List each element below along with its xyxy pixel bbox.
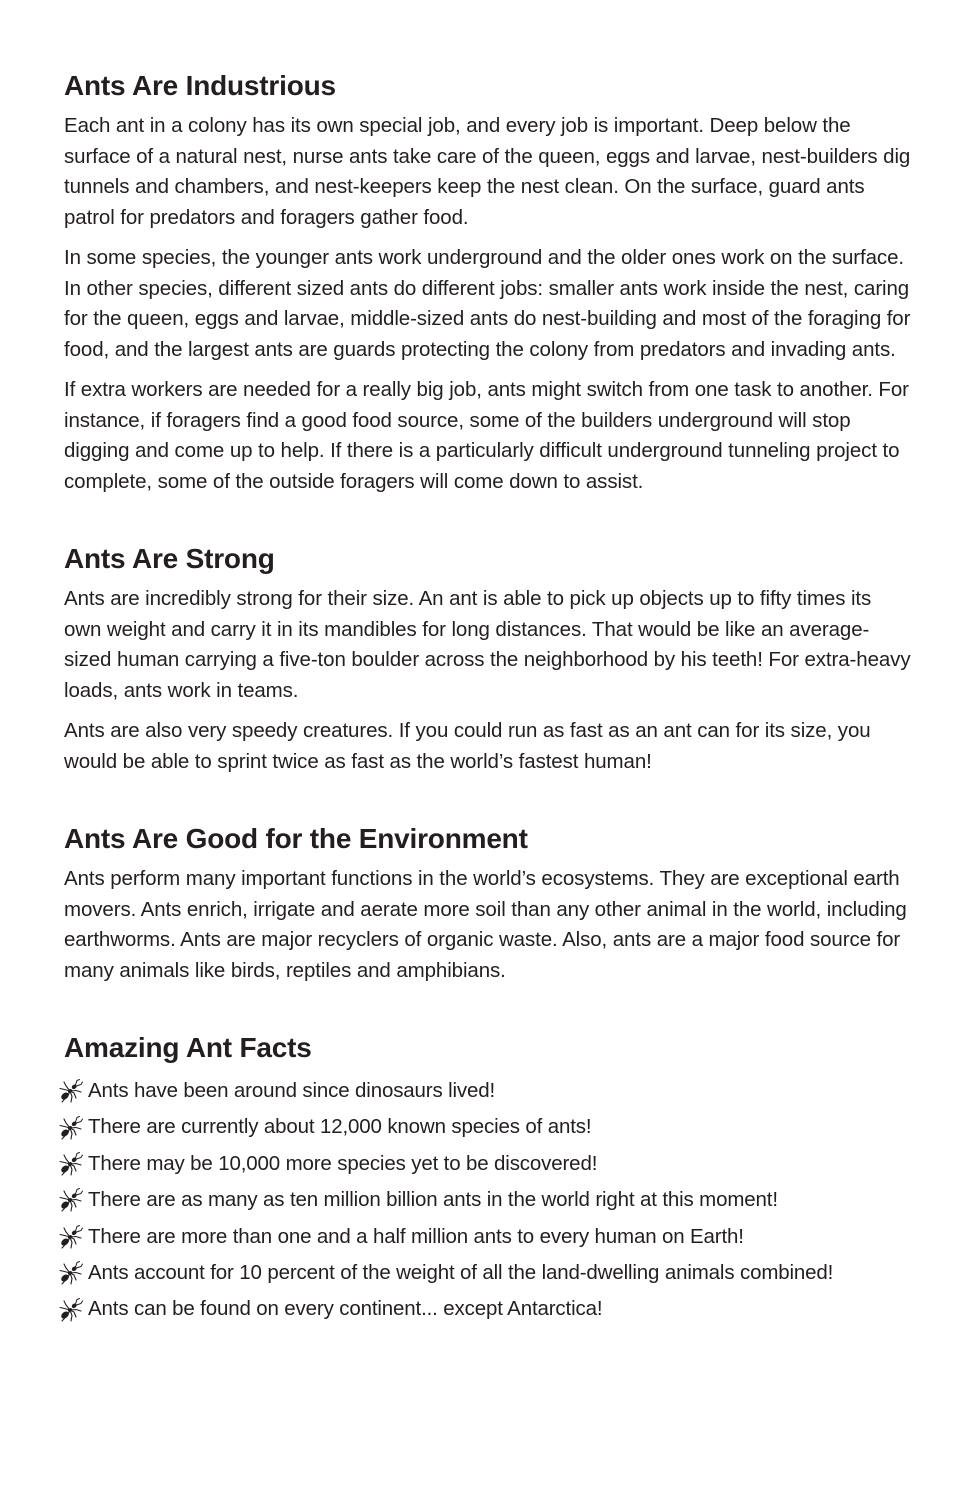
section-paragraph: Ants are also very speedy creatures. If you could run as fast as an ant can for its size, you would be able to sprint twice as fast as the world’s fastest human! <box>64 719 871 773</box>
ant-icon <box>56 1115 84 1141</box>
fact-text: Ants can be found on every continent... except Antarctica! <box>88 1297 603 1321</box>
section-paragraph: In some species, the younger ants work underground and the older ones work on the surface. In other species, different sized ants do different jobs: smaller ants work inside the nest, caring for the queen, eggs and larvae, middle-sized ants do nest-building and most of the foraging for food, and the largest ants are guards protecting the colony from predators and invading ants. <box>64 246 911 361</box>
section-paragraph: Ants perform many important functions in the world’s ecosystems. They are exceptional earth movers. Ants enrich, irrigate and aerate more soil than any other animal in the world, including earthworms. Ants are major recyclers of organic waste. Also, ants are a major food source for many animals like birds, reptiles and amphibians. <box>64 867 907 982</box>
section-paragraph: Ants are incredibly strong for their size. An ant is able to pick up objects up to fifty times its own weight and carry it in its mandibles for long distances. That would be like an average-sized human carrying a five-ton boulder across the neighborhood by his teeth! For extra-heavy loads, ants work in teams. <box>64 587 911 702</box>
ant-icon <box>56 1297 84 1323</box>
section-environment <box>64 823 914 986</box>
section-heading: Amazing Ant Facts <box>64 1032 312 1063</box>
fact-text: There are as many as ten million billion ants in the world right at this moment! <box>88 1188 778 1212</box>
fact-text: There are more than one and a half million ants to every human on Earth! <box>88 1224 744 1248</box>
section-heading: Ants Are Industrious <box>64 70 336 101</box>
fact-text: There may be 10,000 more species yet to be discovered! <box>88 1151 598 1175</box>
fact-list-item <box>56 1109 914 1145</box>
section-industrious <box>64 70 914 497</box>
fact-list-item <box>56 1255 914 1291</box>
ant-icon <box>56 1078 84 1104</box>
fact-text: Ants have been around since dinosaurs lived! <box>88 1079 496 1102</box>
ant-icon <box>56 1224 84 1250</box>
section-heading: Ants Are Good for the Environment <box>64 823 528 854</box>
fact-list-item <box>56 1073 914 1109</box>
fact-list-item <box>56 1291 914 1327</box>
ant-icon <box>56 1151 84 1177</box>
fact-list-item <box>56 1146 914 1182</box>
fact-text: There are currently about 12,000 known species of ants! <box>88 1115 592 1139</box>
section-paragraph: Each ant in a colony has its own special job, and every job is important. Deep below the surface of a natural nest, nurse ants take care of the queen, eggs and larvae, nest-builders dig tunnels and chambers, and nest-keepers keep the nest clean. On the surface, guard ants patrol for predators and foragers gather food. <box>64 114 911 229</box>
ant-icon <box>56 1260 84 1286</box>
fact-list-item <box>56 1219 914 1255</box>
facts-list <box>56 1073 914 1328</box>
fact-text: Ants account for 10 percent of the weight of all the land-dwelling animals combined! <box>88 1261 834 1285</box>
ant-icon <box>56 1187 84 1213</box>
section-strong <box>64 543 914 777</box>
document-page <box>64 70 914 1328</box>
section-ant-facts <box>64 1032 914 1328</box>
section-heading: Ants Are Strong <box>64 543 275 574</box>
section-paragraph: If extra workers are needed for a really big job, ants might switch from one task to another. For instance, if foragers find a good food source, some of the builders underground will stop digging and come up to help. If there is a particularly difficult underground tunneling project to complete, some of the outside foragers will come down to assist. <box>64 378 909 493</box>
fact-list-item <box>56 1182 914 1218</box>
